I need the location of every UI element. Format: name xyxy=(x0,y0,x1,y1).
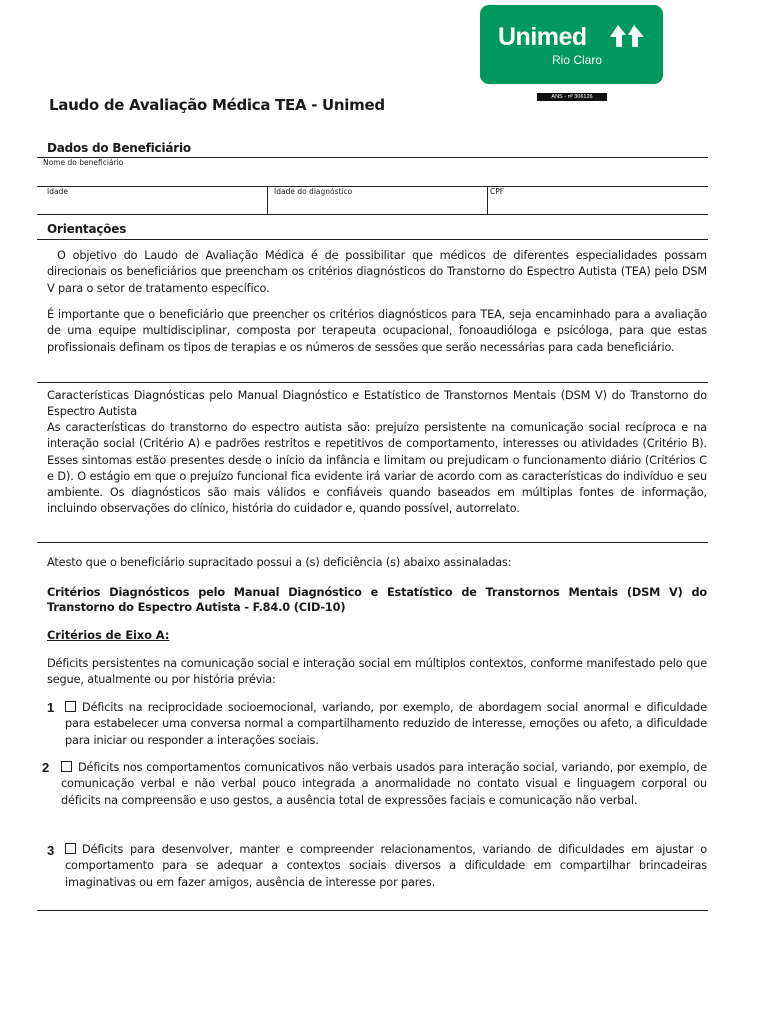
criterion-text: Déficits nos comportamentos comunicativos não verbais usados para interação social, variando, por exemplo, de comunicação verbal e não verbal pouco integrada a anormalidade no contato visual e linguagem corporal ou déficits na compreensão e uso gestos, a ausência total de expressões faciais e comunicação não verbal. xyxy=(61,761,707,807)
criterion-number: 2 xyxy=(42,760,50,775)
beneficiary-section-title: Dados do Beneficiário xyxy=(47,141,191,155)
logo-city: Rio Claro xyxy=(552,53,603,67)
criterion-text: Déficits na reciprocidade socioemocional, variando, por exemplo, de abordagem social anormal e dificuldade para estabelecer uma conversa normal a compartilhamento reduzido de interesse, emoções ou afeto, a dificuldade para iniciar ou responder a interações sociais. xyxy=(65,701,707,747)
criterion-text: Déficits para desenvolver, manter e compreender relacionamentos, variando de dificuldades em ajustar o comportamento para se adequar a contextos sociais diversos a dificuldade em compartilhar brincadeiras imaginativas ou em fazer amigos, ausência de interesse por pares. xyxy=(65,843,707,889)
axis-a-title: Critérios de Eixo A: xyxy=(47,629,170,642)
characteristics-heading: Características Diagnósticas pelo Manual Diagnóstico e Estatístico de Transtornos Mentais (DSM V) do Transtorno do Espectro Autista xyxy=(47,389,707,419)
age-label: Idade xyxy=(47,187,68,196)
divider xyxy=(37,214,708,215)
criterion-checkbox[interactable] xyxy=(65,701,76,712)
logo-brand: Unimed xyxy=(498,23,587,51)
divider xyxy=(37,382,708,383)
ans-registration: ANS - nº 306126 xyxy=(537,93,607,101)
divider xyxy=(37,542,708,543)
criterion-number: 3 xyxy=(47,843,55,858)
criterion-item xyxy=(65,842,707,891)
criterion-item xyxy=(61,760,707,809)
field-separator xyxy=(267,186,268,214)
divider xyxy=(37,239,708,240)
guidelines-paragraph-1: O objetivo do Laudo de Avaliação Médica é de possibilitar que médicos de diferentes especialidades possam direcionais os beneficiários que preencham os critérios diagnósticos do Transtorno do Espectro Autista (TEA) pelo DSM V para o setor de tratamento específico. xyxy=(47,249,707,295)
criterion-checkbox[interactable] xyxy=(61,761,72,772)
guidelines-section-title: Orientações xyxy=(47,222,127,236)
cpf-label: CPF xyxy=(490,187,505,196)
divider xyxy=(37,910,708,911)
beneficiary-name-label: Nome do beneficiário xyxy=(43,158,124,167)
guidelines-paragraph-2: É importante que o beneficiário que preencher os critérios diagnósticos para TEA, seja encaminhado para a avaliação de uma equipe multidisciplinar, composta por terapeuta ocupacional, fonoaudióloga e psicóloga, para que estas profissionais definam os tipos de terapias e os números de sessões que serão necessárias para cada beneficiário. xyxy=(47,308,707,354)
criterion-item xyxy=(65,700,707,749)
criterion-number: 1 xyxy=(47,700,55,715)
document-title: Laudo de Avaliação Médica TEA - Unimed xyxy=(49,96,385,114)
divider xyxy=(37,157,708,158)
criterion-checkbox[interactable] xyxy=(65,843,76,854)
characteristics-body: As características do transtorno do espectro autista são: prejuízo persistente na comunicação social recíproca e na interação social (Critério A) e padrões restritos e repetitivos de comportamento, interesses ou atividades (Critério B). Esses sintomas estão presentes desde o início da infância e limitam ou prejudicam o funcionamento diário (Critérios C e D). O estágio em que o prejuízo funcional fica evidente irá variar de acordo com as características do indivíduo e seu ambiente. Os diagnósticos são mais válidos e confiáveis quando baseados em múltiplas fontes de informação, incluindo observações do clínico, história do cuidador e, quando possível, autorrelato. xyxy=(47,421,707,516)
divider xyxy=(37,186,708,187)
unimed-tree-icon xyxy=(610,25,644,47)
attestation-text: Atesto que o beneficiário supracitado possui a (s) deficiência (s) abaixo assinaladas: xyxy=(47,556,512,569)
field-separator xyxy=(487,186,488,214)
diagnosis-age-label: Idade do diagnóstico xyxy=(274,187,353,196)
unimed-logo xyxy=(480,5,663,84)
criteria-title: Critérios Diagnósticos pelo Manual Diagnóstico e Estatístico de Transtornos Mentais (DSM V) do Transtorno do Espectro Autista - F.84.0 (CID-10) xyxy=(47,586,707,614)
axis-a-intro: Déficits persistentes na comunicação social e interação social em múltiplos contextos, conforme manifestado pelo que segue, atualmente ou por história prévia: xyxy=(47,657,707,687)
